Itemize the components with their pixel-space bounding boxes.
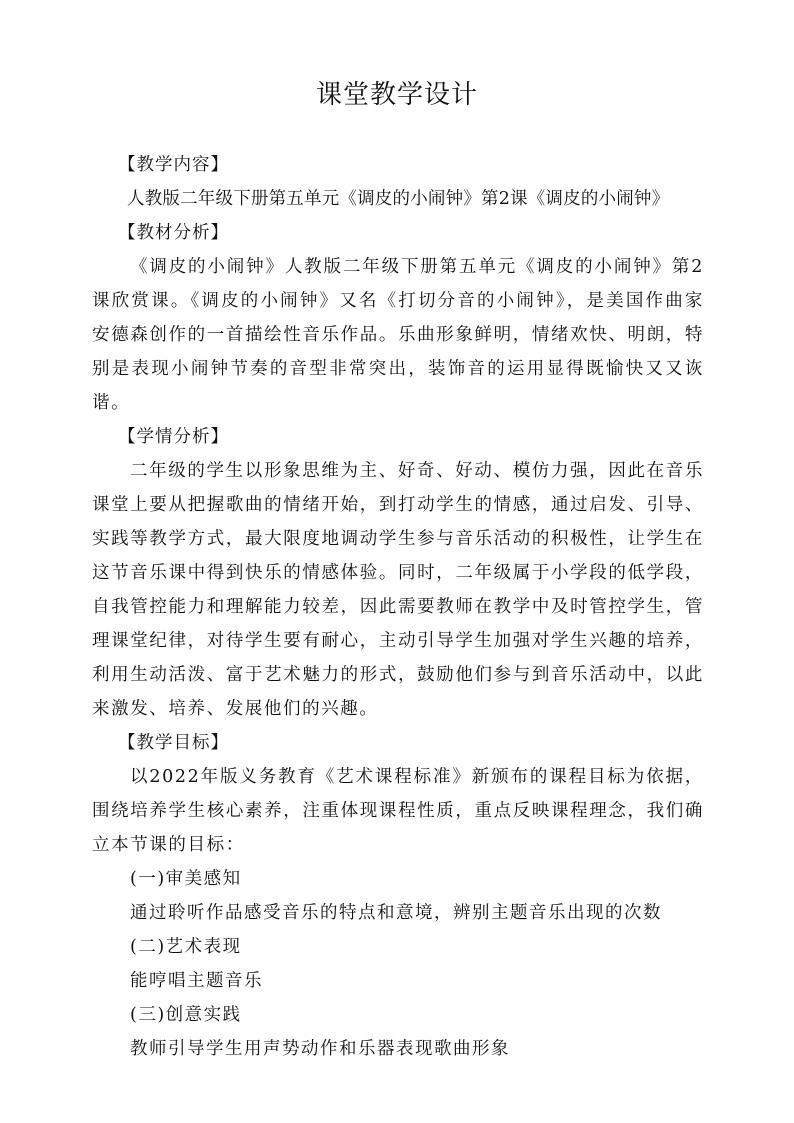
section-text-students: 二年级的学生以形象思维为主、好奇、好动、模仿力强，因此在音乐课堂上要从把握歌曲的情绪开始，到打动学生的情感，通过启发、引导、实践等教学方式，最大限度地调动学生参与音乐活动的积极性，让学生在这节音乐课中得到快乐的情感体验。同时，二年级属于小学段的低学段，自我管控能力和理解能力较差，因此需要教师在教学中及时管控学生，管理课堂纪律，对待学生要有耐心，主动引导学生加强对学生兴趣的培养，利用生动活泼、富于艺术魅力的形式，鼓励他们参与到音乐活动中，以此来激发、培养、发展他们的兴趣。 (92, 461, 704, 719)
goal-text-3: 教师引导学生用声势动作和乐器表现歌曲形象 (130, 1039, 510, 1059)
goal-label-3: (三)创意实践 (130, 1005, 242, 1025)
section-heading-goals: 【教学目标】 (118, 733, 229, 753)
section-text-goals-intro: 以2022年版义务教育《艺术课程标准》新颁布的课程目标为依据，围绕培养学生核心素养，注重体现课程性质，重点反映课程理念，我们确立本节课的目标： (92, 767, 704, 855)
goal-text-1: 通过聆听作品感受音乐的特点和意境，辨别主题音乐出现的次数 (130, 903, 662, 923)
section-text-material: 《调皮的小闹钟》人教版二年级下册第五单元《调皮的小闹钟》第2课欣赏课。《调皮的小闹钟》又名《打切分音的小闹钟》，是美国作曲家安德森创作的一首描绘性音乐作品。乐曲形象鲜明，情绪欢快、明朗，特别是表现小闹钟节奏的音型非常突出，装饰音的运用显得既愉快又又诙谐。 (92, 257, 704, 413)
section-text-content: 人教版二年级下册第五单元《调皮的小闹钟》第2课《调皮的小闹钟》 (127, 189, 670, 209)
section-heading-material: 【教材分析】 (118, 223, 229, 243)
section-heading-content: 【教学内容】 (118, 155, 229, 175)
goal-text-2: 能哼唱主题音乐 (130, 971, 263, 991)
goal-label-1: (一)审美感知 (130, 869, 242, 889)
document-body (92, 148, 704, 1066)
document-title: 课堂教学设计 (315, 80, 478, 110)
goal-label-2: (二)艺术表现 (130, 937, 242, 957)
section-heading-students: 【学情分析】 (118, 427, 229, 447)
